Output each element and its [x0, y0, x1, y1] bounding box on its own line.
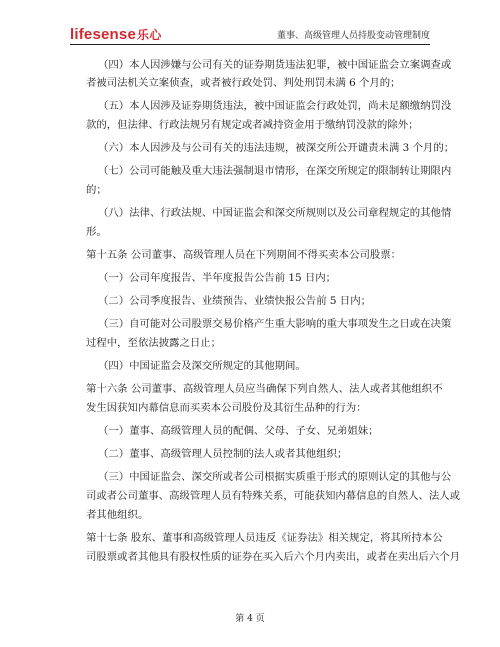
para-7-line-1: （七）公司可能触及重大违法强制退市情形，在深交所规定的限制转让期限内 — [98, 165, 452, 177]
logo-latin: lifesense — [70, 26, 137, 43]
article-16-item-3-line-3: 者其他组织。 — [86, 509, 149, 521]
para-5-line-2: 款的，但法律、行政法规另有规定或者减持资金用于缴纳罚没款的除外； — [86, 119, 419, 131]
article-15-item-4: （四）中国证监会及深交所规定的其他期间。 — [98, 360, 306, 372]
page-number: 第 4 页 — [235, 614, 265, 624]
article-16-item-3-line-1: （三）中国证监会、深交所或者公司根据实质重于形式的原则认定的其他与公 — [98, 471, 452, 483]
article-15-item-3-line-1: （三）自可能对公司股票交易价格产生重大影响的重大事项发生之日或在决策 — [98, 318, 452, 330]
para-8-line-1: （八）法律、行政法规、中国证监会和深交所规则以及公司章程规定的其他情 — [98, 207, 452, 219]
para-8-line-2: 形。 — [86, 226, 107, 238]
para-5-line-1: （五）本人因涉及证券期货违法，被中国证监会行政处罚，尚未足额缴纳罚没 — [98, 100, 452, 112]
company-logo — [70, 26, 161, 43]
article-16-line-2: 发生因获知内幕信息而买卖本公司股份及其衍生品种的行为： — [86, 402, 367, 414]
article-15-heading: 第十五条 公司董事、高级管理人员在下列期间不得买卖本公司股票： — [86, 249, 402, 261]
article-16-item-1: （一）董事、高级管理人员的配偶、父母、子女、兄弟姐妹； — [98, 425, 379, 437]
article-15-item-3-line-2: 过程中，至依法披露之日止； — [86, 337, 222, 349]
article-17-line-1: 第十七条 股东、董事和高级管理人员违反《证券法》相关规定，将其所持本公 — [86, 532, 443, 544]
article-17-line-2: 司股票或者其他具有股权性质的证券在买入后六个月内卖出，或者在卖出后六个月 — [86, 551, 461, 563]
document-title: 董事、高级管理人员持股变动管理制度 — [276, 31, 430, 41]
para-7-line-2: 的； — [86, 184, 107, 196]
logo-cn: 乐心 — [137, 28, 162, 42]
page-header — [70, 24, 430, 45]
para-4-line-2: 者被司法机关立案侦查，或者被行政处罚、判处刑罚未满 6 个月的； — [86, 77, 401, 89]
para-6-line-1: （六）本人因涉及与公司有关的违法违规，被深交所公开谴责未满 3 个月的； — [98, 142, 455, 154]
article-16-line-1: 第十六条 公司董事、高级管理人员应当确保下列自然人、法人或者其他组织不 — [86, 383, 443, 395]
article-15-item-2: （二）公司季度报告、业绩预告、业绩快报公告前 5 日内； — [98, 295, 371, 307]
para-4-line-1: （四）本人因涉嫌与公司有关的证券期货违法犯罪，被中国证监会立案调查或 — [98, 59, 452, 71]
article-15-item-1: （一）公司年度报告、半年度报告公告前 15 日内； — [98, 272, 337, 284]
article-16-item-2: （二）董事、高级管理人员控制的法人或者其他组织； — [98, 448, 348, 460]
article-16-item-3-line-2: 司或者公司董事、高级管理人员有特殊关系，可能获知内幕信息的自然人、法人或 — [86, 490, 461, 502]
